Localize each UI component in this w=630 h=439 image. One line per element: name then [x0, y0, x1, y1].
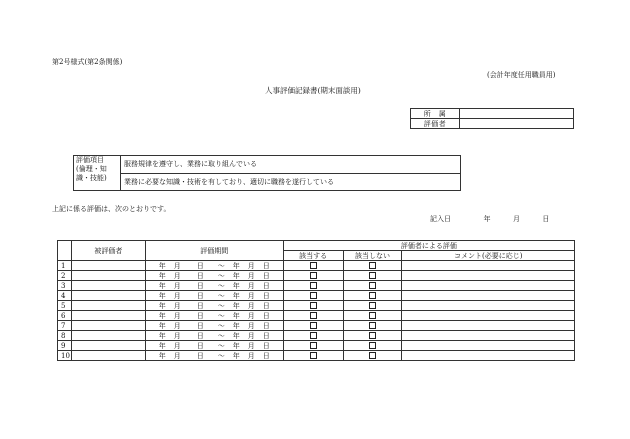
- period-year-unit: 年: [232, 291, 240, 300]
- period-day-unit: 日: [262, 261, 270, 270]
- table-row: [58, 331, 575, 341]
- period-month-unit: 月: [173, 341, 181, 350]
- not-applies-checkbox[interactable]: [369, 302, 376, 309]
- period-tilde-unit: ～: [217, 291, 225, 300]
- row-number: 4: [58, 291, 72, 301]
- applies-checkbox[interactable]: [310, 352, 317, 359]
- period-year-unit: 年: [158, 291, 166, 300]
- period-month-unit: 月: [247, 331, 255, 340]
- applies-cell: [283, 331, 343, 341]
- period-day-unit: 日: [196, 311, 204, 320]
- period-day-unit: 日: [262, 271, 270, 280]
- not-applies-checkbox[interactable]: [369, 312, 376, 319]
- period-year-unit: 年: [232, 271, 240, 280]
- comment-cell[interactable]: [402, 301, 575, 311]
- comment-cell[interactable]: [402, 261, 575, 271]
- period-month-unit: 月: [247, 291, 255, 300]
- period-day-unit: 日: [262, 311, 270, 320]
- row-number: 1: [58, 261, 72, 271]
- evaluatee-cell[interactable]: [71, 261, 145, 271]
- not-applies-checkbox[interactable]: [369, 292, 376, 299]
- period-month-unit: 月: [247, 311, 255, 320]
- period-year-unit: 年: [232, 311, 240, 320]
- period-cell[interactable]: [145, 331, 283, 341]
- office-table: [410, 108, 574, 129]
- period-cell[interactable]: [145, 341, 283, 351]
- period-year-unit: 年: [232, 351, 240, 360]
- comment-cell[interactable]: [402, 311, 575, 321]
- affiliation-field[interactable]: [460, 109, 574, 119]
- period-day-unit: 日: [262, 321, 270, 330]
- period-year-unit: 年: [158, 271, 166, 280]
- not-applies-checkbox[interactable]: [369, 262, 376, 269]
- period-month-unit: 月: [247, 351, 255, 360]
- document-title: 人事評価記録書(期末面談用): [265, 86, 361, 95]
- items-label-line1: 評価項目: [76, 156, 104, 164]
- applies-checkbox[interactable]: [310, 292, 317, 299]
- evaluatee-cell[interactable]: [71, 331, 145, 341]
- evaluatee-cell[interactable]: [71, 351, 145, 361]
- row-number: 3: [58, 281, 72, 291]
- evaluatee-cell[interactable]: [71, 311, 145, 321]
- evaluator-label: 評価者: [411, 119, 460, 129]
- row-number: 6: [58, 311, 72, 321]
- evaluatee-cell[interactable]: [71, 271, 145, 281]
- period-month-unit: 月: [247, 321, 255, 330]
- applies-cell: [283, 351, 343, 361]
- table-row: [58, 341, 575, 351]
- period-header: 評価期間: [145, 241, 283, 261]
- entry-date-day: 日: [542, 215, 550, 223]
- evaluatee-cell[interactable]: [71, 291, 145, 301]
- not-applies-checkbox[interactable]: [369, 332, 376, 339]
- not-applies-cell: [343, 301, 402, 311]
- period-day-unit: 日: [196, 281, 204, 290]
- affiliation-label: 所 属: [411, 109, 460, 119]
- not-applies-checkbox[interactable]: [369, 282, 376, 289]
- period-month-unit: 月: [173, 331, 181, 340]
- form-number: 第2号様式(第2条関係): [52, 58, 123, 66]
- not-applies-cell: [343, 311, 402, 321]
- period-cell[interactable]: [145, 281, 283, 291]
- period-tilde-unit: ～: [217, 321, 225, 330]
- period-year-unit: 年: [232, 261, 240, 270]
- applies-checkbox[interactable]: [310, 282, 317, 289]
- applies-header: 該当する: [283, 251, 343, 261]
- applies-cell: [283, 321, 343, 331]
- applies-checkbox[interactable]: [310, 322, 317, 329]
- period-day-unit: 日: [196, 271, 204, 280]
- period-year-unit: 年: [232, 301, 240, 310]
- evaluatee-cell[interactable]: [71, 301, 145, 311]
- period-day-unit: 日: [196, 321, 204, 330]
- period-day-unit: 日: [196, 331, 204, 340]
- period-year-unit: 年: [158, 311, 166, 320]
- evaluation-table: [57, 240, 575, 361]
- applies-cell: [283, 281, 343, 291]
- period-year-unit: 年: [158, 261, 166, 270]
- applies-cell: [283, 311, 343, 321]
- period-day-unit: 日: [262, 291, 270, 300]
- applies-checkbox[interactable]: [310, 302, 317, 309]
- applies-cell: [283, 291, 343, 301]
- period-month-unit: 月: [173, 321, 181, 330]
- period-cell[interactable]: [145, 291, 283, 301]
- comment-cell[interactable]: [402, 331, 575, 341]
- period-tilde-unit: ～: [217, 351, 225, 360]
- row-number-header: [58, 241, 72, 261]
- table-row: [58, 321, 575, 331]
- applies-cell: [283, 271, 343, 281]
- period-day-unit: 日: [262, 331, 270, 340]
- applies-cell: [283, 261, 343, 271]
- not-applies-checkbox[interactable]: [369, 272, 376, 279]
- table-row: [58, 281, 575, 291]
- period-month-unit: 月: [173, 351, 181, 360]
- table-row: [58, 291, 575, 301]
- period-cell[interactable]: [145, 321, 283, 331]
- period-cell[interactable]: [145, 261, 283, 271]
- comment-cell[interactable]: [402, 321, 575, 331]
- comment-cell[interactable]: [402, 281, 575, 291]
- period-tilde-unit: ～: [217, 311, 225, 320]
- evaluatee-cell[interactable]: [71, 321, 145, 331]
- evaluation-items-table: [73, 155, 461, 191]
- applies-checkbox[interactable]: [310, 312, 317, 319]
- period-year-unit: 年: [232, 281, 240, 290]
- period-day-unit: 日: [196, 301, 204, 310]
- intro-text: 上記に係る評価は、次のとおりです。: [52, 205, 171, 213]
- table-row: [58, 271, 575, 281]
- period-year-unit: 年: [158, 281, 166, 290]
- row-number: 5: [58, 301, 72, 311]
- period-month-unit: 月: [247, 261, 255, 270]
- items-label-line3: 識・技能): [76, 174, 107, 182]
- comment-cell[interactable]: [402, 351, 575, 361]
- evaluator-field[interactable]: [460, 119, 574, 129]
- period-tilde-unit: ～: [217, 301, 225, 310]
- period-day-unit: 日: [196, 351, 204, 360]
- period-cell[interactable]: [145, 301, 283, 311]
- applies-checkbox[interactable]: [310, 342, 317, 349]
- period-day-unit: 日: [262, 301, 270, 310]
- not-applies-header: 該当しない: [343, 251, 402, 261]
- table-row: [58, 301, 575, 311]
- row-number: 7: [58, 321, 72, 331]
- period-month-unit: 月: [247, 281, 255, 290]
- period-year-unit: 年: [158, 341, 166, 350]
- period-year-unit: 年: [232, 331, 240, 340]
- row-number: 9: [58, 341, 72, 351]
- entry-date: [430, 215, 549, 224]
- period-year-unit: 年: [158, 351, 166, 360]
- not-applies-cell: [343, 341, 402, 351]
- period-month-unit: 月: [173, 311, 181, 320]
- period-year-unit: 年: [158, 321, 166, 330]
- table-row: [58, 261, 575, 271]
- period-month-unit: 月: [173, 301, 181, 310]
- not-applies-cell: [343, 271, 402, 281]
- period-year-unit: 年: [232, 341, 240, 350]
- table-row: [58, 311, 575, 321]
- evaluator-assessment-header: 評価者による評価: [283, 241, 574, 251]
- not-applies-cell: [343, 351, 402, 361]
- applies-checkbox[interactable]: [310, 272, 317, 279]
- period-day-unit: 日: [262, 281, 270, 290]
- period-cell[interactable]: [145, 271, 283, 281]
- items-label-line2: (倫理・知: [76, 165, 107, 173]
- row-number: 2: [58, 271, 72, 281]
- not-applies-checkbox[interactable]: [369, 342, 376, 349]
- period-month-unit: 月: [247, 341, 255, 350]
- period-year-unit: 年: [232, 321, 240, 330]
- period-month-unit: 月: [173, 271, 181, 280]
- comment-header: コメント(必要に応じ): [402, 251, 575, 261]
- period-month-unit: 月: [247, 271, 255, 280]
- not-applies-cell: [343, 261, 402, 271]
- period-day-unit: 日: [196, 261, 204, 270]
- period-day-unit: 日: [196, 341, 204, 350]
- evaluatee-header: 被評価者: [71, 241, 145, 261]
- period-tilde-unit: ～: [217, 261, 225, 270]
- entry-date-month: 月: [512, 215, 520, 223]
- evaluatee-cell[interactable]: [71, 341, 145, 351]
- row-number: 10: [58, 351, 72, 361]
- applies-checkbox[interactable]: [310, 262, 317, 269]
- period-day-unit: 日: [262, 351, 270, 360]
- period-year-unit: 年: [158, 301, 166, 310]
- evaluation-item-1: 服務規律を遵守し、業務に取り組んでいる: [121, 156, 461, 174]
- evaluatee-cell[interactable]: [71, 281, 145, 291]
- entry-date-year: 年: [483, 215, 491, 223]
- period-tilde-unit: ～: [217, 271, 225, 280]
- not-applies-cell: [343, 291, 402, 301]
- not-applies-checkbox[interactable]: [369, 352, 376, 359]
- applies-cell: [283, 301, 343, 311]
- period-month-unit: 月: [247, 301, 255, 310]
- period-month-unit: 月: [173, 281, 181, 290]
- period-cell[interactable]: [145, 311, 283, 321]
- entry-date-label: 記入日: [430, 215, 451, 223]
- comment-cell[interactable]: [402, 291, 575, 301]
- period-year-unit: 年: [158, 331, 166, 340]
- period-tilde-unit: ～: [217, 331, 225, 340]
- period-cell[interactable]: [145, 351, 283, 361]
- period-tilde-unit: ～: [217, 281, 225, 290]
- comment-cell[interactable]: [402, 271, 575, 281]
- applies-cell: [283, 341, 343, 351]
- period-day-unit: 日: [196, 291, 204, 300]
- not-applies-checkbox[interactable]: [369, 322, 376, 329]
- applies-checkbox[interactable]: [310, 332, 317, 339]
- comment-cell[interactable]: [402, 341, 575, 351]
- usage-note: (会計年度任用職員用): [487, 71, 556, 79]
- period-month-unit: 月: [173, 261, 181, 270]
- period-month-unit: 月: [173, 291, 181, 300]
- period-day-unit: 日: [262, 341, 270, 350]
- evaluation-item-2: 業務に必要な知識・技術を有しており、適切に職務を遂行している: [121, 173, 461, 191]
- table-row: [58, 351, 575, 361]
- row-number: 8: [58, 331, 72, 341]
- not-applies-cell: [343, 321, 402, 331]
- not-applies-cell: [343, 331, 402, 341]
- evaluation-items-label: [74, 156, 121, 191]
- period-tilde-unit: ～: [217, 341, 225, 350]
- not-applies-cell: [343, 281, 402, 291]
